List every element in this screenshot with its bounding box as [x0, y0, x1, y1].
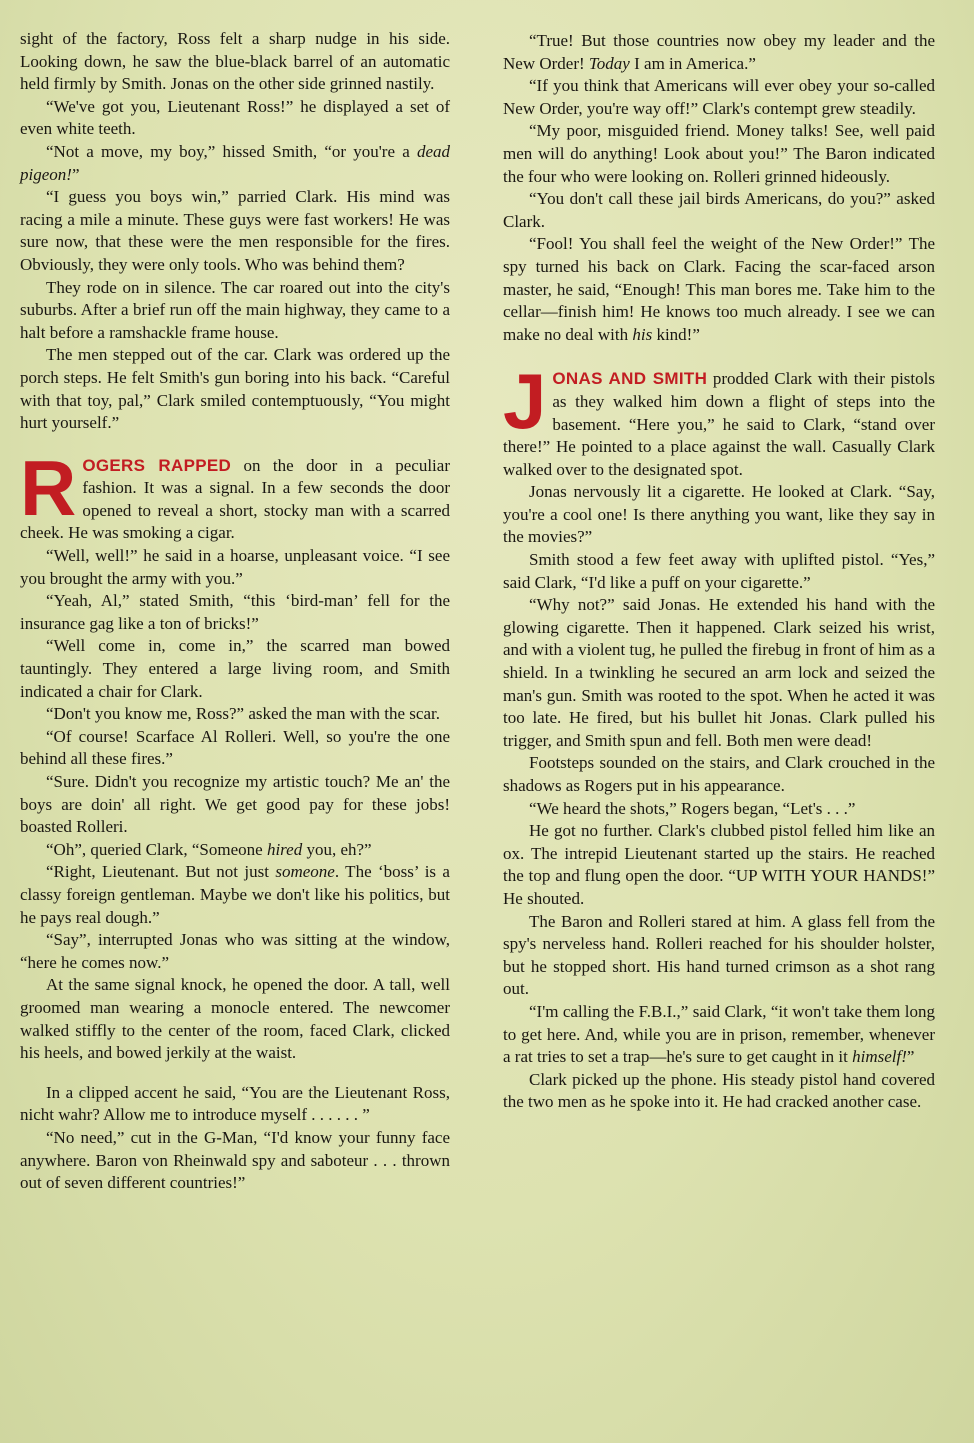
drop-cap-letter: J [503, 357, 547, 446]
paragraph: “Don't you know me, Ross?” asked the man with the scar. [46, 704, 440, 724]
paragraph: “No need,” cut in the G-Man, “I'd know your funny face anywhere. Baron von Rheinwald spy and saboteur . . . thrown out of seven different countries!” [20, 1127, 450, 1193]
paragraph: Smith stood a few feet away with uplifted pistol. “Yes,” said Clark, “I'd like a puff on your cigarette.” [503, 550, 935, 592]
paragraph: “My poor, misguided friend. Money talks! See, well paid men will do anything! Look about you!” The Baron indicated the four who were looking on. Rolleri grinned hideously. [503, 121, 935, 186]
paragraph: The Baron and Rolleri stared at him. A glass fell from the spy's nerveless hand. Rolleri reached for his shoulder holster, but he stopped short. His hand turned crimson as a shot rang out. [503, 911, 935, 999]
paragraph: Jonas nervously lit a cigarette. He looked at Clark. “Say, you're a cool one! Is there anything you want, like they say in the movies?” [503, 482, 935, 547]
paragraph: He got no further. Clark's clubbed pistol felled him like an ox. The intrepid Lieutenant started up the stairs. He reached the top and flung open the door. “UP WITH YOUR HANDS!” He shouted. [503, 821, 935, 908]
paragraph: Footsteps sounded on the stairs, and Clark crouched in the shadows as Rogers put in his appearance. [503, 753, 935, 795]
section-lead-paragraph: OGERS RAPPED on the door in a peculiar fashion. It was a signal. In a few seconds the door opened to reveal a short, stocky man with a scarred cheek. He was smoking a cigar. [20, 455, 450, 543]
paragraph: “I guess you boys win,” parried Clark. His mind was racing a mile a minute. These guys were fast workers! He was sure now, that these were the men responsible for the fires. Obviously, they were only tools. Who was behind them? [20, 187, 450, 274]
paragraph: “Of course! Scarface Al Rolleri. Well, so you're the one behind all these fires.” [20, 726, 450, 769]
paragraph: “Sure. Didn't you recognize my artistic touch? Me an' the boys are doin' all right. We get good pay for these jobs! boasted Rolleri. [20, 772, 450, 837]
section-lead-paragraph: ONAS AND SMITH prodded Clark with their pistols as they walked him down a flight of steps into the basement. “Here you,” he said to Clark, “stand over there!” He pointed to a place against the wall. Casually Clark walked over to the designated spot. [503, 369, 935, 479]
paragraph: “Oh”, queried Clark, “Someone hired you, eh?” [46, 839, 372, 859]
paragraph: “I'm calling the F.B.I.,” said Clark, “it won't take them long to get here. And, while you are in prison, remember, whenever a rat tries to set a trap—he's sure to get caught in it himself!” [503, 1001, 935, 1067]
paragraph: In a clipped accent he said, “You are the Lieutenant Ross, nicht wahr? Allow me to introduce myself . . . . . . ” [20, 1082, 450, 1125]
closing-paragraph: Clark picked up the phone. His steady pistol hand covered the two men as he spoke into it. He had cracked another case. [503, 1069, 935, 1112]
left-column [20, 28, 450, 1195]
section-rogers-rapped [20, 443, 450, 545]
paragraph: “Say”, interrupted Jonas who was sitting at the window, “here he comes now.” [20, 930, 450, 972]
paragraph: “Yeah, Al,” stated Smith, “this ‘bird-man’ fell for the insurance gag like a ton of bricks!” [20, 591, 450, 633]
paragraph: “Well, well!” he said in a hoarse, unpleasant voice. “I see you brought the army with you.” [20, 546, 450, 588]
paragraph: “Not a move, my boy,” hissed Smith, “or you're a dead pigeon!” [20, 141, 450, 184]
drop-cap-letter: R [20, 443, 77, 532]
lead-caps-text: OGERS RAPPED [82, 455, 232, 475]
paragraph: “If you think that Americans will ever obey your so-called New Order, you're way off!” Clark's contempt grew steadily. [503, 76, 935, 118]
paragraph: “True! But those countries now obey my leader and the New Order! Today I am in America.” [503, 31, 935, 73]
paragraph: “Fool! You shall feel the weight of the New Order!” The spy turned his back on Clark. Facing the scar-faced arson master, he said, “Enough! This man bores me. Take him to the cellar—finish him! He knows too much already. I see we can make no deal with his kind!” [503, 234, 935, 344]
paragraph: “Well come in, come in,” the scarred man bowed tauntingly. They entered a large living room, and Smith indicated a chair for Clark. [20, 636, 450, 701]
paragraph: The men stepped out of the car. Clark was ordered up the porch steps. He felt Smith's gun boring into his back. “Careful with that toy, pal,” Clark smiled contemptuously, “You might hurt yourself.” [20, 345, 450, 433]
paragraph: “We've got you, Lieutenant Ross!” he displayed a set of even white teeth. [20, 96, 450, 139]
paragraph: sight of the factory, Ross felt a sharp nudge in his side. Looking down, he saw the blue-black barrel of an automatic held firmly by Smith. Jonas on the other side grinned nastily. [20, 29, 450, 94]
paragraph: They rode on in silence. The car roared out into the city's suburbs. After a brief run off the main highway, they came to a halt before a ramshackle frame house. [20, 277, 450, 342]
paragraph: “We heard the shots,” Rogers began, “Let's . . .” [529, 798, 856, 818]
right-column [503, 30, 935, 1114]
paragraph: “You don't call these jail birds Americans, do you?” asked Clark. [503, 189, 935, 231]
section-jonas-and-smith [503, 357, 935, 481]
paragraph: At the same signal knock, he opened the door. A tall, well groomed man wearing a monocle entered. The newcomer walked stiffly to the center of the room, faced Clark, clicked his heels, and bowed jerkily at the waist. [20, 975, 450, 1063]
paragraph: “Right, Lieutenant. But not just someone. The ‘boss’ is a classy foreign gentleman. Maybe we don't like his politics, but he pays real dough.” [20, 862, 450, 927]
paragraph: “Why not?” said Jonas. He extended his hand with the glowing cigarette. Then it happened. Clark seized his wrist, and with a violent tug, he pulled the firebug in front of him as a shield. In a twinkling he secured an arm lock and seized the man's gun. Smith was rooted to the spot. When he acted it was too late. He fired, but his bullet hit Jonas. Clark pulled his trigger, and Smith spun and fell. Both men were dead! [503, 595, 935, 750]
lead-caps-text: ONAS AND SMITH [552, 369, 708, 389]
